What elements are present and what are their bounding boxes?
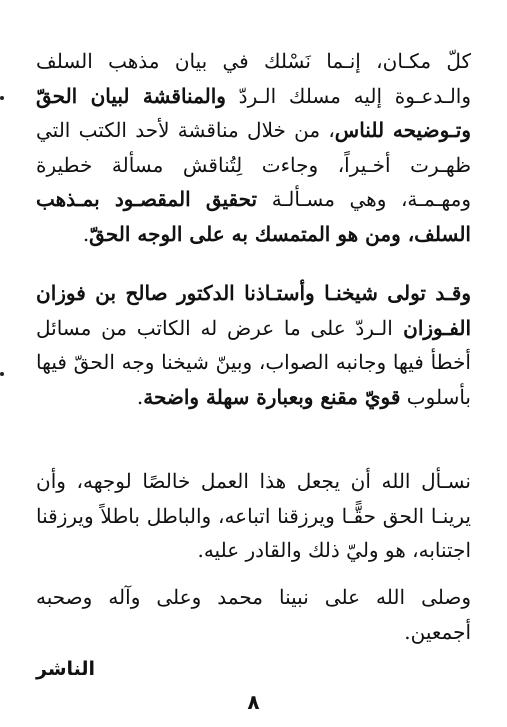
bold-text: قويّ مقنع وبعبارة سهلة واضحة [143,384,401,409]
paragraph-text: ، من خلال مناقشة لأحد الكتب التي ظهـرت أخـيراً، وجاءت لِتُناقش مسألة خطيرة ومهـمـة، وهي مسـألـة [36,118,471,211]
bold-text: والمناقشة لبيان الحقّ وتـوضيحه للناس [36,83,471,142]
margin-mark [0,372,4,376]
bold-text: تحقيق المقصـود بمـذهب السلف، ومن هو المتمسك به على الوجه الحقّ [36,187,471,246]
paragraph-text: . [82,221,90,246]
paragraph-text: الـردّ على ما عرض له الكاتب من مسائل أخطأ فيها وجانبه الصواب، وبينّ شيخنا وجه الحقّ فيها بأسلوب [36,315,471,409]
paragraph-2 [36,276,471,414]
paragraph-text: وصلى الله على نبينا محمد وعلى وآله وصحبه أجمعين. [36,585,471,644]
paragraph-4 [36,580,471,649]
page-number: ٨ [247,690,260,714]
paragraph-1 [36,44,471,251]
publisher-signature: الناشر [36,658,96,680]
paragraph-3 [36,464,471,568]
paragraph-text: نسـأل الله أن يجعل هذا العمل خالصًا لوجهه، وأن يرينـا الحق حقًّـا ويرزقنا اتباعه، والباطل باطلاً ويرزقنا اجتنابه، هو وليّ ذلك والقادر عليه. [36,469,471,562]
margin-mark [0,96,4,100]
paragraph-text: كلّ مكـان، إنـما نَسْلك في بيان مذهب السلف والـدعـوة إليه مسلك الـردّ [36,49,471,108]
bold-text: وقـد تولى شيخنـا وأستـاذنا الدكتور صالح بن فوزان الفـوزان [36,281,472,340]
paragraph-text: . [136,384,144,409]
